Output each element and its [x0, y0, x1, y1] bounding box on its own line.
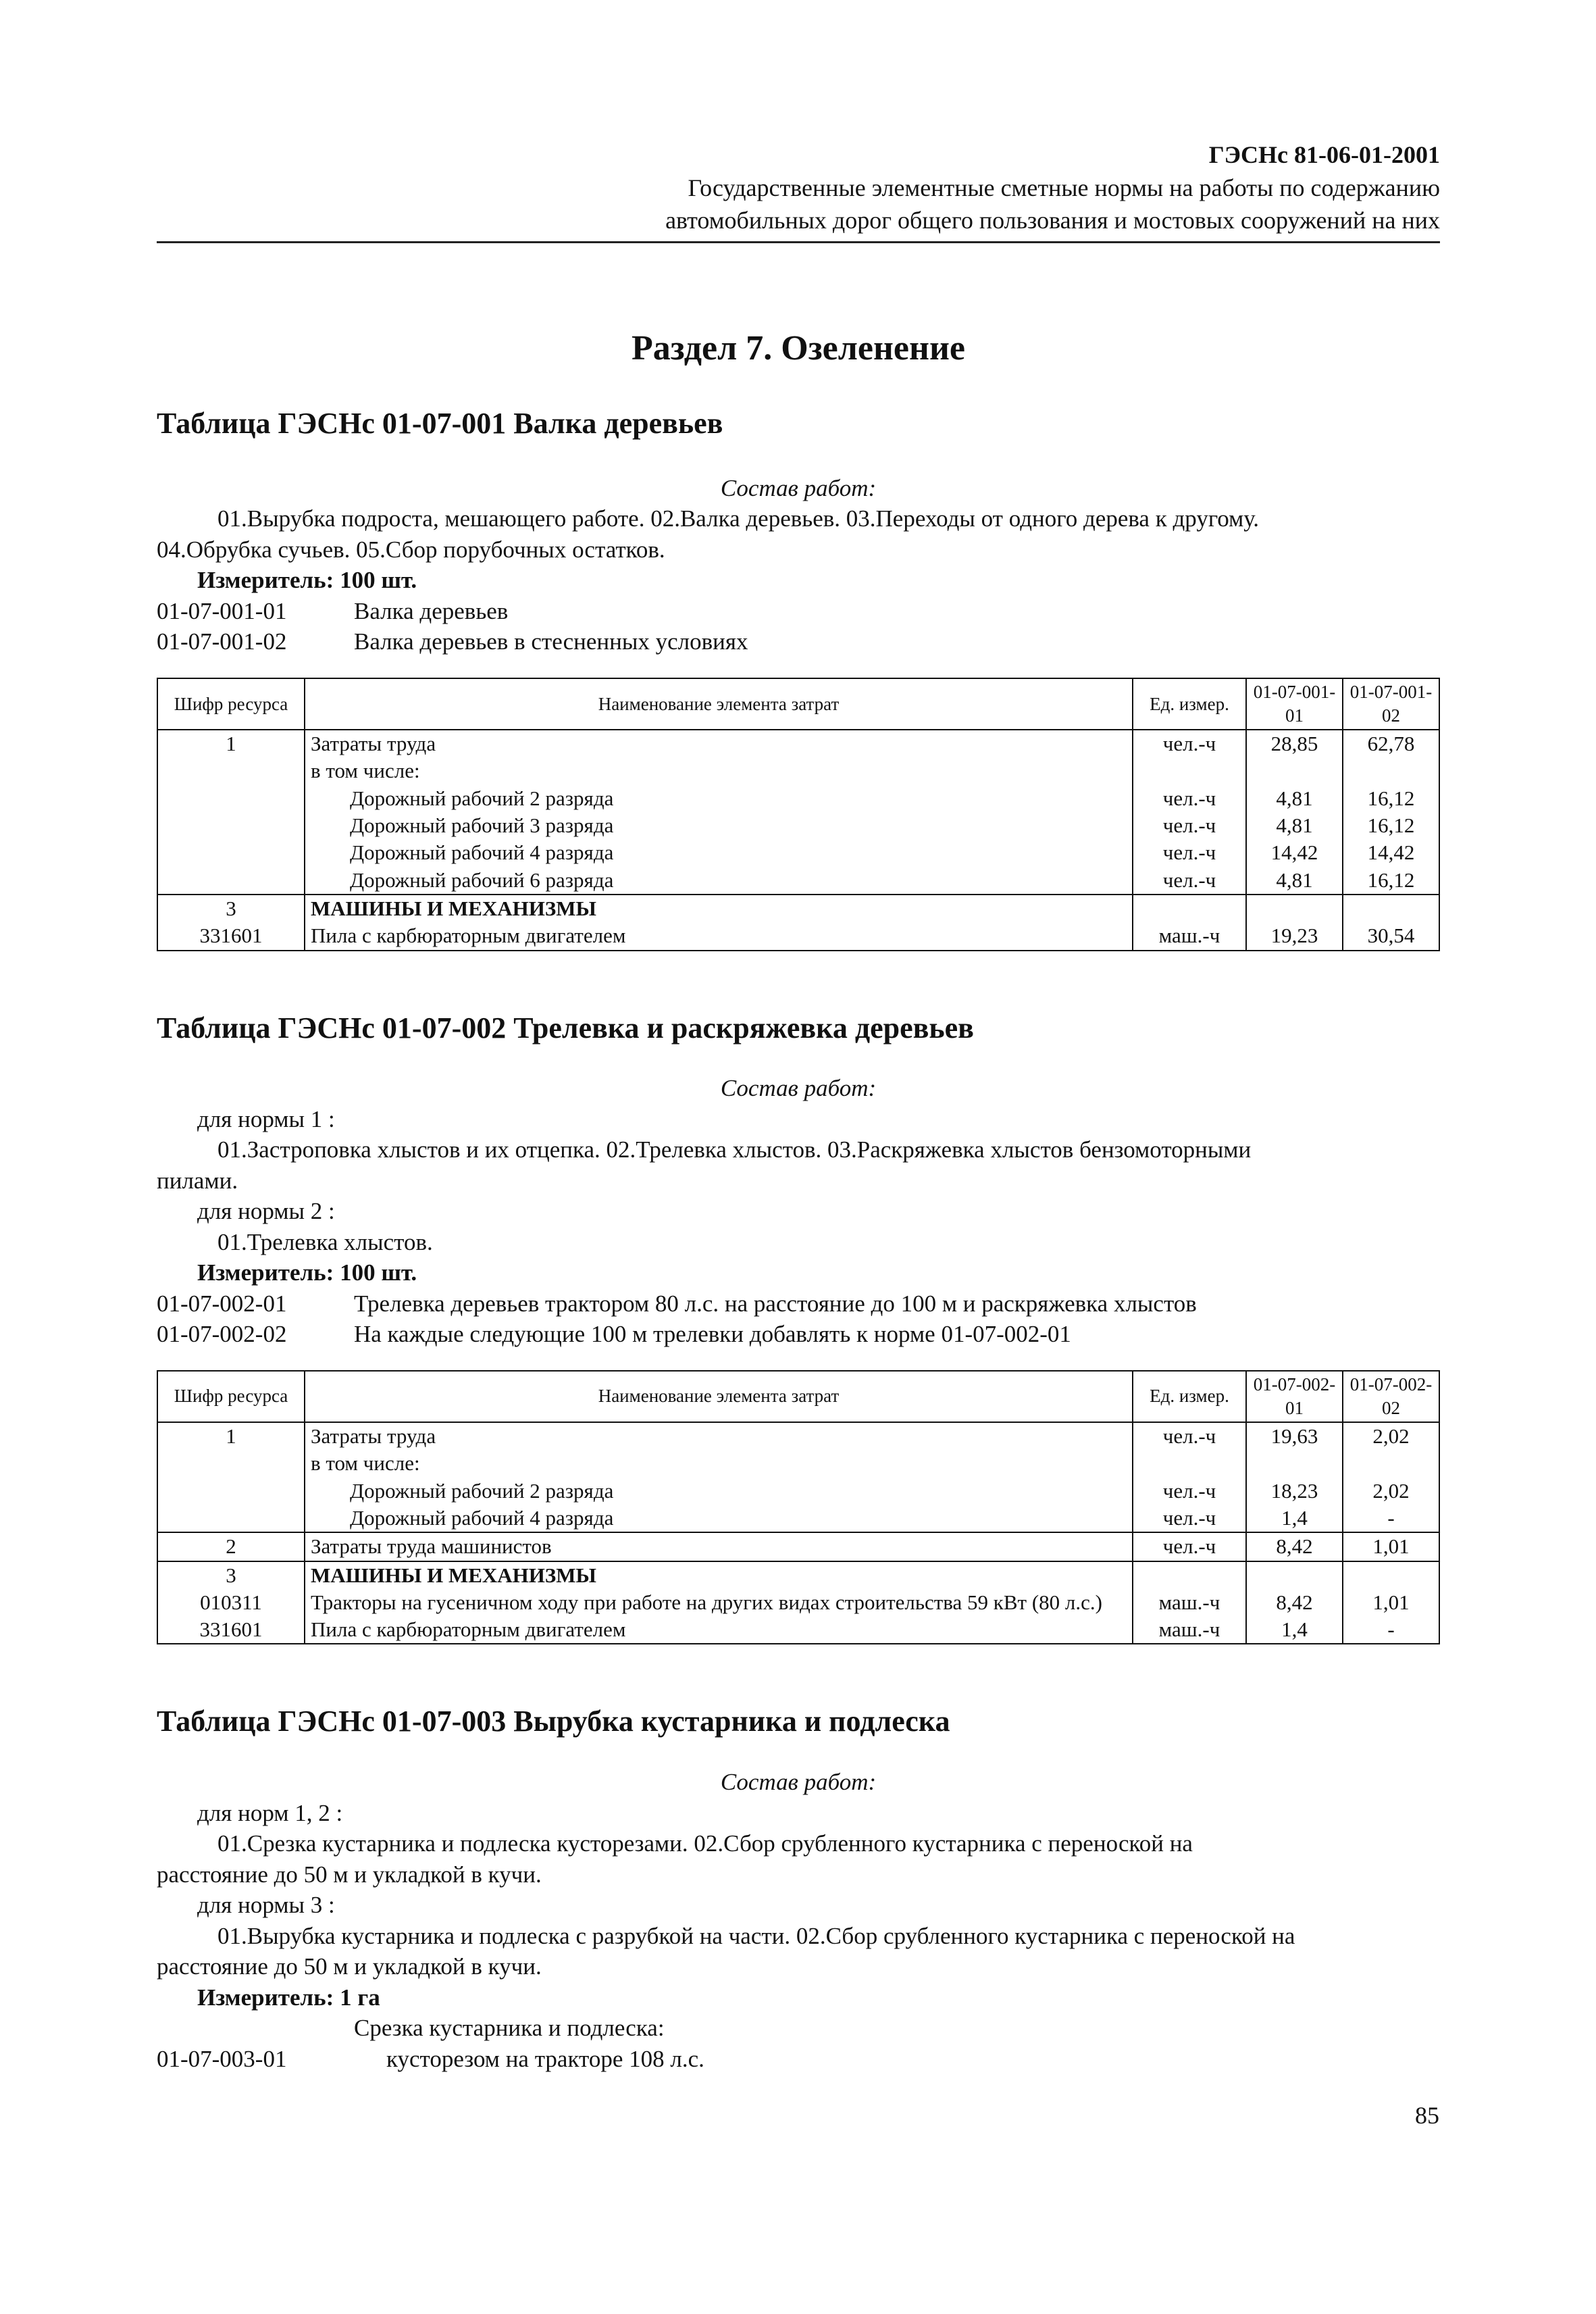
cell-v2: 62,78 — [1343, 730, 1439, 757]
cell-unit: маш.-ч — [1133, 1589, 1246, 1616]
norm-name: Трелевка деревьев трактором 80 л.с. на расстояние до 100 м и раскряжевка хлыстов — [354, 1290, 1197, 1317]
norm-code: 01-07-001-02 — [157, 628, 287, 655]
norm-name: кусторезом на тракторе 108 л.с. — [386, 2045, 704, 2072]
th-col2: 01-07-002-02 — [1343, 1371, 1439, 1422]
section-title: Раздел 7. Озеленение — [632, 328, 965, 368]
cell-v1: 4,81 — [1246, 785, 1343, 812]
cell-v1: 14,42 — [1246, 839, 1343, 866]
cell-v2: 2,02 — [1343, 1422, 1439, 1450]
cell-v2 — [1343, 1450, 1439, 1477]
table-row — [157, 867, 1439, 895]
document-page — [157, 139, 1440, 2074]
cell-unit: чел.-ч — [1133, 1505, 1246, 1532]
cell-v2 — [1343, 1561, 1439, 1589]
table-2-title: Таблица ГЭСНс 01-07-002 Трелевка и раскряжевка деревьев — [157, 1011, 974, 1045]
table-row — [157, 785, 1439, 812]
cell-unit: чел.-ч — [1133, 812, 1246, 839]
norm-code: 01-07-002-01 — [157, 1290, 287, 1317]
t2-norm-row — [157, 1288, 1440, 1319]
table-1-title: Таблица ГЭСНс 01-07-001 Валка деревьев — [157, 407, 723, 441]
cell-name: Дорожный рабочий 4 разряда — [305, 839, 1133, 866]
cell-code — [157, 785, 305, 812]
cell-name: Дорожный рабочий 2 разряда — [305, 785, 1133, 812]
cell-unit — [1133, 1450, 1246, 1477]
cell-code: 1 — [157, 730, 305, 757]
cell-unit: чел.-ч — [1133, 730, 1246, 757]
t2-measure: Измеритель: 100 шт. — [197, 1259, 417, 1286]
cell-unit: маш.-ч — [1133, 922, 1246, 950]
t1-norm-row — [157, 626, 1440, 657]
cell-v1: 1,4 — [1246, 1505, 1343, 1532]
table-row — [157, 1422, 1439, 1450]
cell-v2: 16,12 — [1343, 867, 1439, 895]
t2-composition-2: 01.Трелевка хлыстов. — [217, 1228, 433, 1255]
cell-unit: чел.-ч — [1133, 1532, 1246, 1561]
cell-v2: 16,12 — [1343, 812, 1439, 839]
cell-v1 — [1246, 1561, 1343, 1589]
cell-v2: - — [1343, 1616, 1439, 1644]
t2-composition-label: Состав работ: — [720, 1075, 877, 1102]
cell-v1: 18,23 — [1246, 1478, 1343, 1505]
cell-name: МАШИНЫ И МЕХАНИЗМЫ — [305, 1561, 1133, 1589]
cell-name: Дорожный рабочий 2 разряда — [305, 1478, 1133, 1505]
t3-composition-3-cont: расстояние до 50 м и укладкой в кучи. — [157, 1953, 542, 1980]
t3-composition-3: 01.Вырубка кустарника и подлеска с разрубкой на части. 02.Сбор срубленного кустарника с переноской на — [217, 1922, 1295, 1949]
th-unit: Ед. измер. — [1133, 678, 1246, 730]
cell-name: Затраты труда — [305, 730, 1133, 757]
table-row — [157, 922, 1439, 950]
t2-for-norm-1: для нормы 1 : — [197, 1105, 335, 1132]
norm-code: 01-07-002-02 — [157, 1321, 287, 1348]
cell-v2: - — [1343, 1505, 1439, 1532]
table-row — [157, 1478, 1439, 1505]
cell-code: 3 — [157, 895, 305, 922]
cell-v1: 28,85 — [1246, 730, 1343, 757]
cell-name: Затраты труда — [305, 1422, 1133, 1450]
cell-code — [157, 839, 305, 866]
cell-name: МАШИНЫ И МЕХАНИЗМЫ — [305, 895, 1133, 922]
th-name: Наименование элемента затрат — [305, 678, 1133, 730]
t3-measure: Измеритель: 1 га — [197, 1984, 380, 2011]
table-row — [157, 1532, 1439, 1561]
cell-code — [157, 757, 305, 784]
t1-composition-cont: 04.Обрубка сучьев. 05.Сбор порубочных остатков. — [157, 536, 665, 563]
t3-composition-12-cont: расстояние до 50 м и укладкой в кучи. — [157, 1861, 542, 1888]
cell-v2: 30,54 — [1343, 922, 1439, 950]
table-row — [157, 1450, 1439, 1477]
cell-code: 3 — [157, 1561, 305, 1589]
header-line-1: Государственные элементные сметные нормы на работы по содержанию — [688, 174, 1440, 201]
cell-name: в том числе: — [305, 757, 1133, 784]
cell-v2 — [1343, 757, 1439, 784]
t1-composition: 01.Вырубка подроста, мешающего работе. 02.Валка деревьев. 03.Переходы от одного дерева к другому. — [217, 505, 1260, 532]
cell-v1 — [1246, 1450, 1343, 1477]
t3-for-norm-3: для нормы 3 : — [197, 1892, 335, 1919]
cell-unit: чел.-ч — [1133, 1478, 1246, 1505]
norm-code: 01-07-003-01 — [157, 2045, 287, 2072]
table-3-title: Таблица ГЭСНс 01-07-003 Вырубка кустарника и подлеска — [157, 1705, 950, 1738]
table-row — [157, 1616, 1439, 1644]
cell-v2: 16,12 — [1343, 785, 1439, 812]
th-col1: 01-07-001-01 — [1246, 678, 1343, 730]
norm-name: Валка деревьев в стесненных условиях — [354, 628, 748, 655]
t1-norm-row — [157, 596, 1440, 627]
cell-unit: чел.-ч — [1133, 839, 1246, 866]
cell-v2: 1,01 — [1343, 1589, 1439, 1616]
cell-v1: 1,4 — [1246, 1616, 1343, 1644]
t3-composition-label: Состав работ: — [720, 1769, 877, 1796]
table-row — [157, 757, 1439, 784]
cell-v2: 14,42 — [1343, 839, 1439, 866]
cell-name: Пила с карбюраторным двигателем — [305, 922, 1133, 950]
t3-composition-12: 01.Срезка кустарника и подлеска кусторезами. 02.Сбор срубленного кустарника с переноской на — [217, 1830, 1193, 1857]
th-code: Шифр ресурса — [157, 1371, 305, 1422]
table-row — [157, 730, 1439, 757]
cell-v2: 2,02 — [1343, 1478, 1439, 1505]
cell-v2: 1,01 — [1343, 1532, 1439, 1561]
cell-code — [157, 1478, 305, 1505]
cell-name: Пила с карбюраторным двигателем — [305, 1616, 1133, 1644]
t3-for-norms-1-2: для норм 1, 2 : — [197, 1799, 343, 1826]
cell-v1: 19,23 — [1246, 922, 1343, 950]
cell-unit — [1133, 1561, 1246, 1589]
th-unit: Ед. измер. — [1133, 1371, 1246, 1422]
cell-v2 — [1343, 895, 1439, 922]
cell-v1: 4,81 — [1246, 812, 1343, 839]
norm-code: 01-07-001-01 — [157, 597, 287, 624]
table-row — [157, 1561, 1439, 1589]
t1-measure: Измеритель: 100 шт. — [197, 567, 417, 594]
cell-code — [157, 867, 305, 895]
document-code: ГЭСНс 81-06-01-2001 — [1208, 141, 1440, 168]
table-row — [157, 812, 1439, 839]
cell-v1 — [1246, 895, 1343, 922]
t1-composition-label: Состав работ: — [720, 474, 877, 501]
header-line-2: автомобильных дорог общего пользования и мостовых сооружений на них — [665, 207, 1440, 234]
th-name: Наименование элемента затрат — [305, 1371, 1133, 1422]
table-row — [157, 1505, 1439, 1532]
cell-code: 2 — [157, 1532, 305, 1561]
th-code: Шифр ресурса — [157, 678, 305, 730]
cell-unit: чел.-ч — [1133, 785, 1246, 812]
t2-composition-1-cont: пилами. — [157, 1167, 238, 1194]
t2-norm-row — [157, 1319, 1440, 1350]
th-col2: 01-07-001-02 — [1343, 678, 1439, 730]
cell-unit — [1133, 895, 1246, 922]
table-1 — [157, 678, 1440, 951]
cell-name: Дорожный рабочий 6 разряда — [305, 867, 1133, 895]
cell-code — [157, 812, 305, 839]
t2-for-norm-2: для нормы 2 : — [197, 1198, 335, 1225]
t3-norm-row — [157, 2044, 1440, 2075]
cell-code: 331601 — [157, 922, 305, 950]
cell-name: Дорожный рабочий 4 разряда — [305, 1505, 1133, 1532]
cell-code: 1 — [157, 1422, 305, 1450]
th-col1: 01-07-002-01 — [1246, 1371, 1343, 1422]
cell-v1: 8,42 — [1246, 1532, 1343, 1561]
page-number: 85 — [1415, 2102, 1439, 2129]
cell-v1: 8,42 — [1246, 1589, 1343, 1616]
page-header — [157, 139, 1440, 243]
t2-composition-1: 01.Застроповка хлыстов и их отцепка. 02.Трелевка хлыстов. 03.Раскряжевка хлыстов бензомоторными — [217, 1136, 1252, 1163]
cell-v1 — [1246, 757, 1343, 784]
norm-name: На каждые следующие 100 м трелевки добавлять к норме 01-07-002-01 — [354, 1321, 1071, 1348]
table-2 — [157, 1370, 1440, 1645]
cell-name: Тракторы на гусеничном ходу при работе на других видах строительства 59 кВт (80 л.с.) — [305, 1589, 1133, 1616]
cell-code: 010311 — [157, 1589, 305, 1616]
norm-name: Валка деревьев — [354, 597, 509, 624]
cell-code — [157, 1505, 305, 1532]
cell-code — [157, 1450, 305, 1477]
cell-code: 331601 — [157, 1616, 305, 1644]
cell-name: в том числе: — [305, 1450, 1133, 1477]
table-row — [157, 1589, 1439, 1616]
cell-unit — [1133, 757, 1246, 784]
table-row — [157, 895, 1439, 922]
table-row — [157, 839, 1439, 866]
cell-name: Затраты труда машинистов — [305, 1532, 1133, 1561]
cell-name: Дорожный рабочий 3 разряда — [305, 812, 1133, 839]
t3-group-title: Срезка кустарника и подлеска: — [354, 2015, 665, 2042]
cell-unit: маш.-ч — [1133, 1616, 1246, 1644]
cell-v1: 4,81 — [1246, 867, 1343, 895]
cell-unit: чел.-ч — [1133, 867, 1246, 895]
cell-v1: 19,63 — [1246, 1422, 1343, 1450]
cell-unit: чел.-ч — [1133, 1422, 1246, 1450]
